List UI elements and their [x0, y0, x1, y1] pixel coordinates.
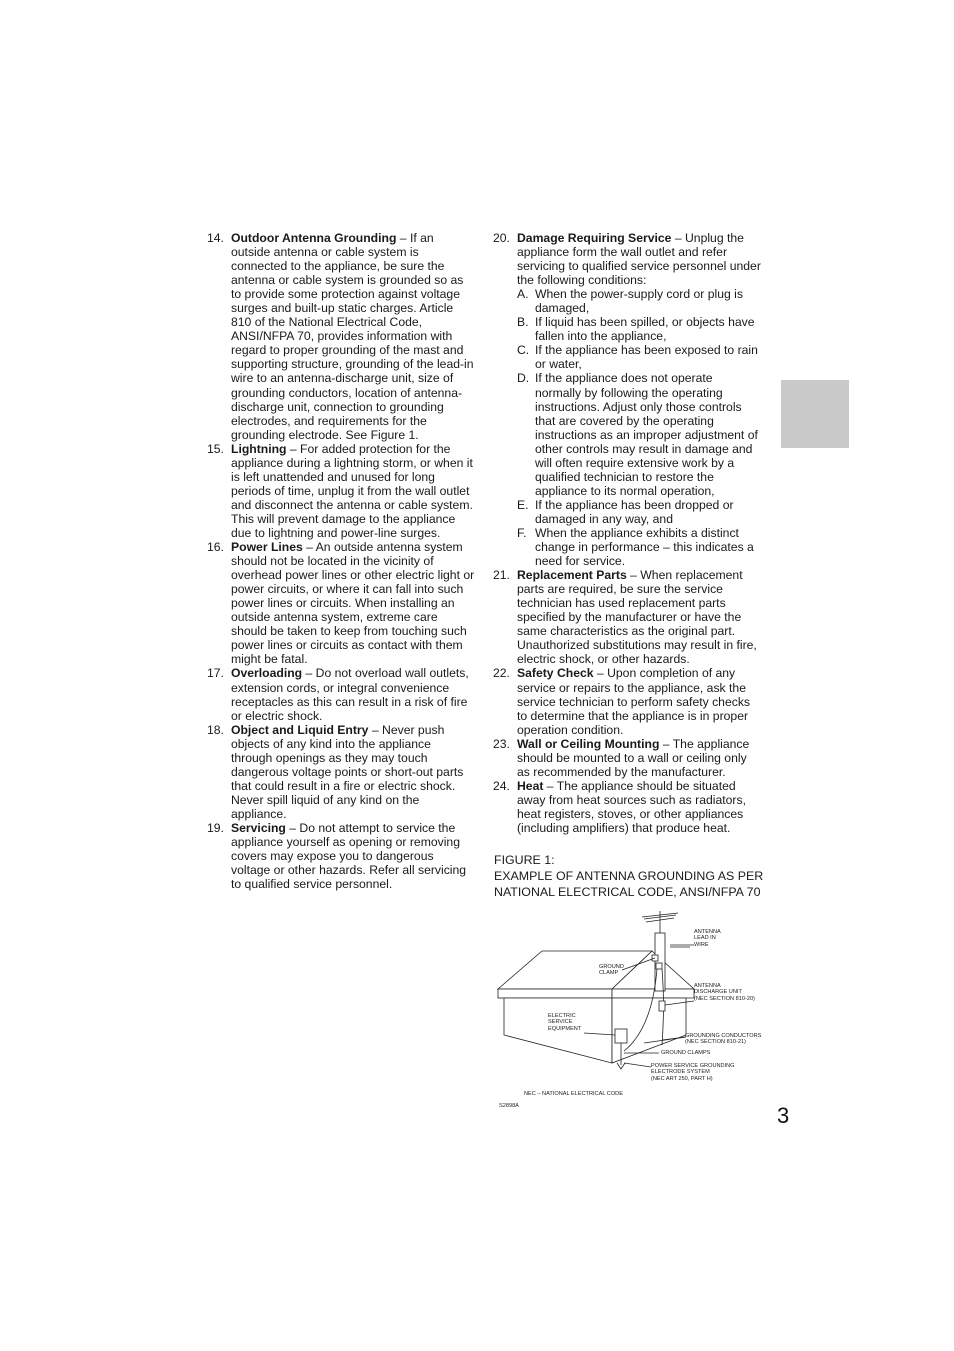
item-title: Object and Liquid Entry: [231, 722, 369, 737]
safety-item-20: [493, 231, 761, 568]
label-electric-service: ELECTRIC SERVICE EQUIPMENT: [548, 1013, 582, 1032]
antenna-grounding-figure: [494, 905, 764, 1120]
page-number: 3: [777, 1103, 790, 1128]
safety-item-14: [207, 231, 475, 442]
safety-item-23: [493, 737, 761, 779]
label-nec-note: NEC – NATIONAL ELECTRICAL CODE: [524, 1091, 623, 1097]
safety-item-16: [207, 540, 475, 666]
safety-item-17: [207, 666, 475, 722]
condition-c: [517, 343, 761, 371]
label-ground-clamps: GROUND CLAMPS: [661, 1050, 711, 1056]
condition-letter: A.: [517, 287, 529, 302]
item-text: – Do not attempt to service the appliance yourself as opening or removing covers may expose you to dangerous voltage or other hazards. Refer all servicing to qualified service personnel.: [231, 820, 467, 892]
item-number: 23.: [493, 736, 510, 751]
antenna-mast: [655, 933, 665, 991]
condition-text: When the power-supply cord or plug is damaged,: [535, 287, 743, 316]
condition-letter: B.: [517, 315, 529, 330]
item-number: 20.: [493, 231, 510, 245]
label-power-service: POWER SERVICE GROUNDING ELECTRODE SYSTEM (NEC ART 250, PART H): [651, 1063, 735, 1082]
label-antenna-lead: ANTENNA LEAD IN WIRE: [694, 929, 721, 948]
condition-text: If the appliance has been dropped or damaged in any way, and: [535, 497, 734, 526]
condition-text: If liquid has been spilled, or objects have fallen into the appliance,: [535, 315, 755, 344]
label-figure-code: S2898A: [499, 1103, 519, 1109]
item-number: 22.: [493, 666, 510, 681]
label-ground-clamp: GROUND CLAMP: [599, 964, 624, 977]
item-text: – Never push objects of any kind into the appliance through openings as they may touch dangerous voltage points or short-out parts that could result in a fire or electric shock. Never spill liquid of any kind on the appliance.: [231, 722, 464, 821]
right-column: [493, 231, 761, 835]
item-text: – For added protection for the appliance during a lightning storm, or when it is left unattended and unused for long periods of time, unplug it from the wall outlet and disconnect the antenna or cable system. This will prevent damage to the appliance due to lightning and power-line surges.: [231, 441, 473, 540]
left-column: [207, 231, 475, 891]
item-number: 16.: [207, 540, 224, 555]
item-number: 24.: [493, 778, 510, 793]
safety-item-21: [493, 568, 761, 666]
label-grounding-conductors: GROUNDING CONDUCTORS (NEC SECTION 810-21): [685, 1033, 762, 1046]
safety-item-24: [493, 779, 761, 835]
item-title: Power Lines: [231, 540, 303, 555]
item-text: – If an outside antenna or cable system is connected to the appliance, be sure the antenna or cable system is grounded so as to provide some protection against voltage surges and built-up static charges. Article 810 of the National Electrical Code, ANSI/NFPA 70, provides information with regard to proper grounding of the mast and supporting structure, grounding of the lead-in wire to an antenna-discharge unit, size of grounding conductors, location of antenna-discharge unit, connection to grounding electrodes, and requirements for the grounding electrode. See Figure 1.: [231, 231, 474, 442]
safety-item-22: [493, 666, 761, 736]
item-title: Damage Requiring Service: [517, 231, 672, 245]
item-title: Overloading: [231, 666, 303, 681]
item-title: Heat: [517, 778, 544, 793]
figure-caption: [494, 852, 764, 900]
condition-f: [517, 526, 761, 568]
item-title: Lightning: [231, 441, 287, 456]
item-title: Safety Check: [517, 666, 594, 681]
item-title: Servicing: [231, 820, 286, 835]
item-title: Wall or Ceiling Mounting: [517, 736, 660, 751]
safety-item-15: [207, 442, 475, 540]
condition-text: When the appliance exhibits a distinct change in performance – this indicates a need for service.: [535, 525, 754, 569]
item-text: – When replacement parts are required, be sure the service technician has used replacement parts specified by the manufacturer or have the same characteristics as the original part. Unauthorized substitutions may result in fire, electric shock, or other hazards.: [517, 568, 757, 667]
condition-letter: F.: [517, 525, 527, 540]
section-tab: [781, 380, 849, 448]
item-number: 18.: [207, 722, 224, 737]
condition-e: [517, 498, 761, 526]
condition-text: If the appliance does not operate normally by following the operating instructions. Adjust only those controls that are covered by the operating instructions as an improper adjustment of other controls may result in damage and will often require extensive work by a qualified technician to restore the appliance to its normal operation,: [535, 371, 758, 498]
label-discharge-unit: ANTENNA DISCHARGE UNIT (NEC SECTION 810-20): [694, 983, 755, 1002]
condition-letter: D.: [517, 371, 530, 386]
condition-text: If the appliance has been exposed to rain or water,: [535, 343, 758, 372]
item-number: 17.: [207, 666, 224, 681]
item-text: – Upon completion of any service or repairs to the appliance, ask the service technician to perform safety checks to determine that the appliance is in proper operation condition.: [517, 666, 751, 737]
item-title: Replacement Parts: [517, 568, 627, 583]
safety-item-18: [207, 723, 475, 821]
figure-number: FIGURE 1:: [494, 853, 555, 867]
safety-item-19: [207, 821, 475, 891]
condition-a: [517, 287, 761, 315]
item-text: – Unplug the appliance form the wall outlet and refer servicing to qualified service personnel under the following conditions:: [517, 231, 761, 288]
item-number: 19.: [207, 820, 224, 835]
item-number: 21.: [493, 568, 510, 583]
item-title: Outdoor Antenna Grounding: [231, 231, 397, 245]
item-text: – An outside antenna system should not be located in the vicinity of overhead power lines or other electric light or power circuits, or where it can fall into such power lines or circuits. When installing an outside antenna system, extreme care should be taken to keep from touching such power lines or circuits as contact with them might be fatal.: [231, 540, 475, 667]
item-number: 14.: [207, 231, 224, 245]
condition-d: [517, 371, 761, 497]
condition-b: [517, 315, 761, 343]
item-text: – The appliance should be situated away from heat sources such as radiators, heat registers, stoves, or other appliances (including amplifiers) that produce heat.: [517, 778, 746, 835]
item-text: – Do not overload wall outlets, extension cords, or integral convenience receptacles as this can result in a risk of fire or electric shock.: [231, 666, 469, 723]
figure-title: EXAMPLE OF ANTENNA GROUNDING AS PER NATIONAL ELECTRICAL CODE, ANSI/NFPA 70: [494, 869, 764, 899]
condition-letter: E.: [517, 497, 529, 512]
condition-letter: C.: [517, 343, 530, 358]
item-text: – The appliance should be mounted to a wall or ceiling only as recommended by the manufacturer.: [517, 736, 750, 779]
house-diagram: [494, 905, 764, 1120]
service-box: [615, 1029, 627, 1043]
item-number: 15.: [207, 441, 224, 456]
